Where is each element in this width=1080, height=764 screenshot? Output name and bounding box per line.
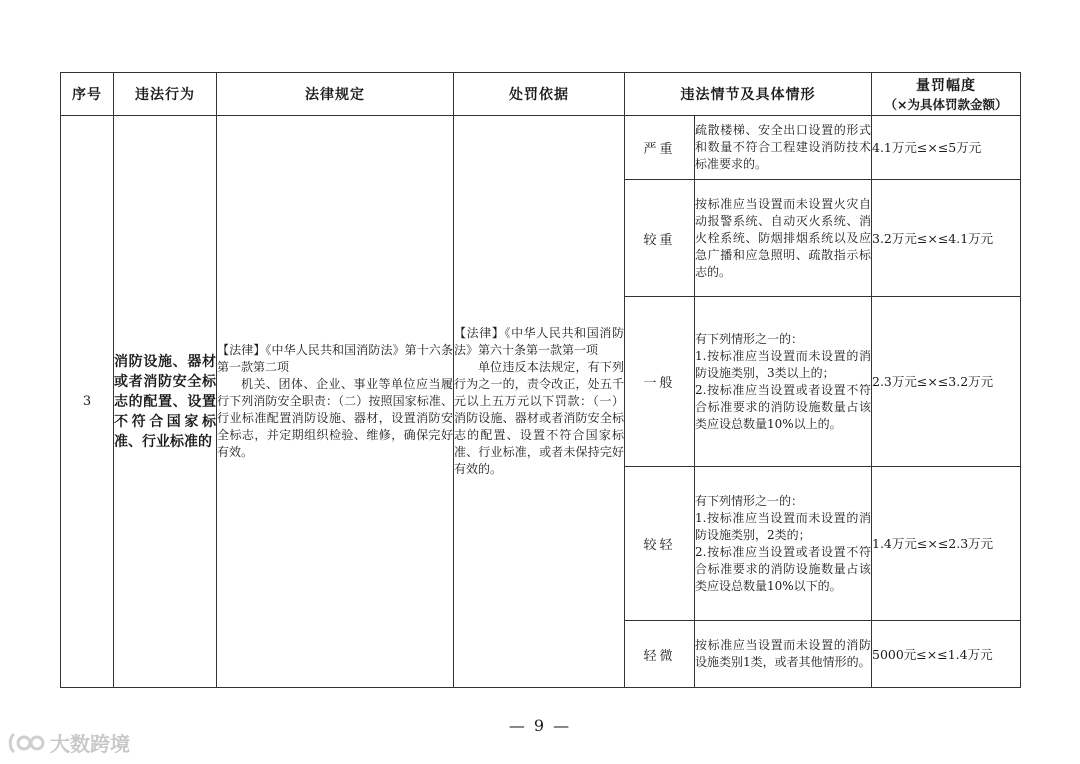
header-row <box>61 73 1021 116</box>
circumstance-item: 1.按标准应当设置而未设置的消防设施类别，3类以上的； <box>695 348 871 380</box>
circumstance-item: 1.按标准应当设置而未设置的消防设施类别，2类的； <box>695 510 871 542</box>
law-cell <box>217 116 454 688</box>
seq-cell: 3 <box>61 116 114 688</box>
circumstance-cell <box>695 297 872 467</box>
circumstance-item: 2.按标准应当设置或者设置不符合标准要求的消防设施数量占该类应设总数量10%以上的。 <box>695 382 871 431</box>
basis-cell <box>454 116 625 688</box>
circumstance-text: 按标准应当设置而未设置火灾自动报警系统、自动灭火系统、消火栓系统、防烟排烟系统以及应急广播和应急照明、疏散指示标志的。 <box>695 196 871 279</box>
fine-range-cell: 4.1万元≤×≤5万元 <box>872 116 1021 180</box>
level-cell: 严重 <box>625 116 695 180</box>
circumstance-cell <box>695 467 872 621</box>
page-number: — 9 — <box>508 716 572 735</box>
law-text: 机关、团体、企业、事业等单位应当履行下列消防安全职责：（二）按照国家标准、行业标准配置消防设施、器材，设置消防安全标志，并定期组织检验、维修，确保完好有效。 <box>217 377 453 459</box>
header-range <box>872 73 1021 116</box>
header-detail: 违法情节及具体情形 <box>625 73 872 116</box>
circumstance-cell <box>695 180 872 297</box>
circumstance-item: 2.按标准应当设置或者设置不符合标准要求的消防设施数量占该类应设总数量10%以下的。 <box>695 544 871 593</box>
fine-range-cell: 5000元≤×≤1.4万元 <box>872 621 1021 688</box>
watermark <box>8 728 130 757</box>
header-act: 违法行为 <box>114 73 217 116</box>
watermark-text: 大数跨境 <box>50 732 130 756</box>
circumstance-cell <box>695 621 872 688</box>
level-cell: 轻微 <box>625 621 695 688</box>
level-cell: 较重 <box>625 180 695 297</box>
basis-title: 【法律】《中华人民共和国消防法》第六十条第一款第一项 <box>454 326 624 357</box>
penalty-table <box>60 72 1021 688</box>
fine-range-cell: 3.2万元≤×≤4.1万元 <box>872 180 1021 297</box>
header-range-subtitle: （×为具体罚款金额） <box>884 97 1008 112</box>
circumstance-text: 按标准应当设置而未设置的消防设施类别1类，或者其他情形的。 <box>695 638 871 669</box>
circumstance-intro: 有下列情形之一的： <box>695 331 804 346</box>
circumstance-cell <box>695 116 872 180</box>
basis-text: 单位违反本法规定，有下列行为之一的，责令改正，处五千元以上五万元以下罚款：（一）消防设施、器材或者消防安全标志的配置、设置不符合国家标准、行业标准，或者未保持完好有效的。 <box>454 360 624 476</box>
header-seq: 序号 <box>61 73 114 116</box>
watermark-logo-icon <box>8 730 46 756</box>
header-law: 法律规定 <box>217 73 454 116</box>
level-cell: 一般 <box>625 297 695 467</box>
fine-range-cell: 2.3万元≤×≤3.2万元 <box>872 297 1021 467</box>
table-row <box>61 116 1021 180</box>
circumstance-text: 疏散楼梯、安全出口设置的形式和数量不符合工程建设消防技术标准要求的。 <box>695 123 871 171</box>
violation-cell: 消防设施、器材或者消防安全标志的配置、设置不符合国家标准、行业标准的 <box>114 116 217 688</box>
level-cell: 较轻 <box>625 467 695 621</box>
circumstance-intro: 有下列情形之一的： <box>695 493 804 508</box>
header-range-title: 量罚幅度 <box>916 78 976 94</box>
law-title: 【法律】《中华人民共和国消防法》第十六条第一款第二项 <box>217 343 453 374</box>
fine-range-cell: 1.4万元≤×≤2.3万元 <box>872 467 1021 621</box>
header-basis: 处罚依据 <box>454 73 625 116</box>
